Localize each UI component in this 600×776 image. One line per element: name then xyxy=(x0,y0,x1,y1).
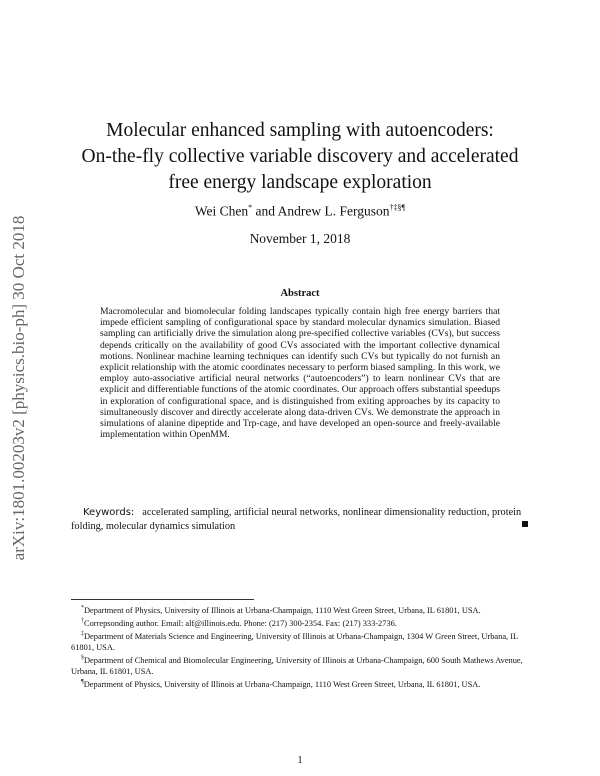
footnote xyxy=(71,677,529,690)
footnote-text: Department of Chemical and Biomolecular Engineering, University of Illinois at Urbana-Champaign, 600 South Mathews Avenue, Urbana, IL 61801, USA. xyxy=(71,655,523,676)
footnote xyxy=(71,629,529,653)
footnote-mark: * xyxy=(81,605,84,611)
footnote-mark: † xyxy=(81,617,84,624)
abstract-heading: Abstract xyxy=(280,288,320,299)
footnote-text: Department of Materials Science and Engineering, University of Illinois at Urbana-Champaign, 1304 W Green Street, Urbana, IL 61801, USA. xyxy=(71,631,518,652)
keywords-section xyxy=(71,506,529,533)
abstract-body: Macromolecular and biomolecular folding landscapes typically contain high free energy barriers that impede efficient sampling of configurational space by standard molecular dynamics simulation. Biased sampling can artificially drive the simulation along pre-specified collective variables (CVs), but success depends critically on the availability of good CVs associated with the important collective dynamical motions. Nonlinear machine learning techniques can identify such CVs but typically do not furnish an explicit relationship with the atomic coordinates necessary to perform biased sampling. In this work, we employ auto-associative artificial neural networks (“autoencoders”) to learn nonlinear CVs that are explicit and differentiable functions of the atomic coordinates. Our approach offers substantial speedups in exploration of configurational space, and is distinguished from exiting approaches by its capacity to simultaneously discover and directly accelerate along data-driven CVs. We demonstrate the approach in simulations of alanine dipeptide and Trp-cage, and have developed an open-source and freely-available implementation within OpenMM. xyxy=(100,306,500,441)
keywords-text: accelerated sampling, artificial neural networks, nonlinear dimensionality reduction, protein folding, molecular dynamics simulation xyxy=(71,507,522,532)
title-line-3: free energy landscape exploration xyxy=(168,172,432,193)
author-connector: and xyxy=(252,203,278,219)
footnote xyxy=(71,603,529,616)
author-affiliation-mark: * xyxy=(248,203,253,212)
author-name: Wei Chen xyxy=(194,203,249,219)
title-line-2: On-the-fly collective variable discovery and accelerated xyxy=(81,146,519,167)
paper-title xyxy=(60,118,540,196)
footnote xyxy=(71,653,529,677)
footnote-mark: ‡ xyxy=(81,630,84,637)
footnote-mark: § xyxy=(81,654,84,661)
footnote-text: Correpsonding author. Email: alf@illinois.edu. Phone: (217) 300-2354. Fax: (217) 333-2736. xyxy=(84,618,397,628)
author-list xyxy=(60,203,540,220)
keywords-label: Keywords: xyxy=(83,507,135,518)
publication-date: November 1, 2018 xyxy=(249,231,351,246)
author-affiliation-mark: †‡§¶ xyxy=(389,203,406,212)
footnote-text: Department of Physics, University of Illinois at Urbana-Champaign, 1110 West Green Street, Urbana, IL 61801, USA. xyxy=(83,679,481,689)
arxiv-identifier: arXiv:1801.00203v2 [physics.bio-ph] 30 Oct 2018 xyxy=(9,215,28,561)
end-of-abstract-mark xyxy=(522,521,528,527)
page-number: 1 xyxy=(297,755,303,766)
footnote-rule xyxy=(71,599,254,600)
title-line-1: Molecular enhanced sampling with autoencoders: xyxy=(106,120,494,141)
footnote-text: Department of Physics, University of Illinois at Urbana-Champaign, 1110 West Green Street, Urbana, IL 61801, USA. xyxy=(84,605,481,615)
footnotes xyxy=(71,603,529,690)
footnote-mark: ¶ xyxy=(81,678,84,685)
footnote xyxy=(71,616,529,629)
author-name: Andrew L. Ferguson xyxy=(277,203,390,219)
